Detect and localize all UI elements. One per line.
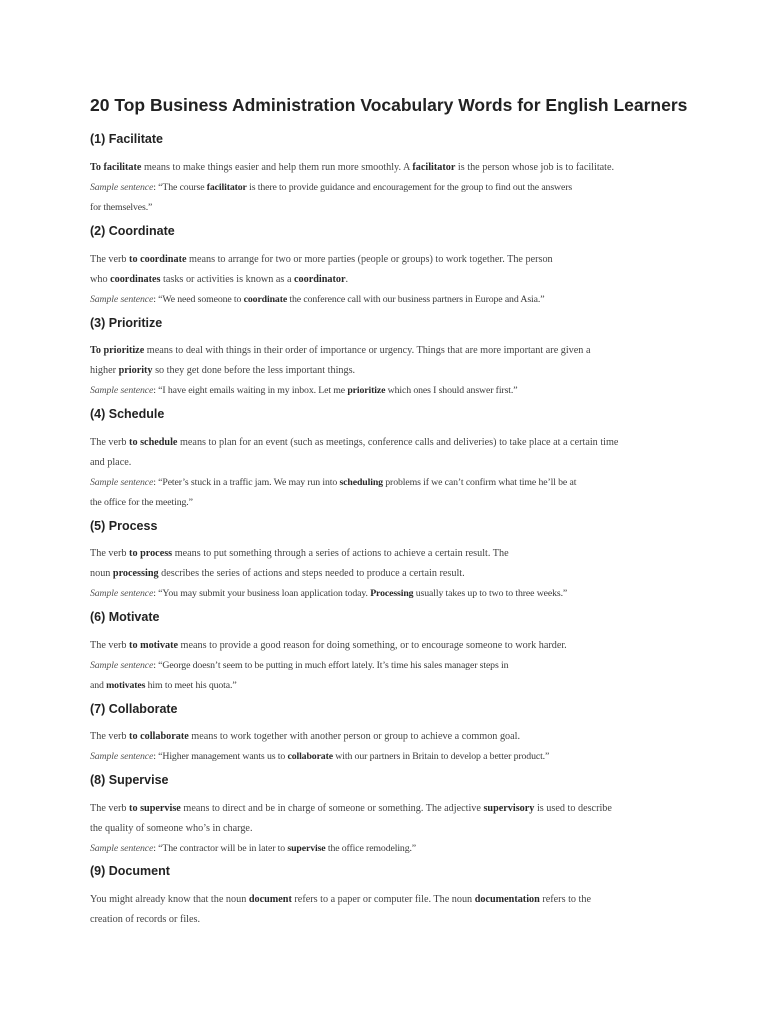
sample-sentence-motivate-cont: and motivates him to meet his quota.” (90, 680, 237, 691)
heading-document: (9) Document (90, 864, 170, 878)
heading-coordinate: (2) Coordinate (90, 224, 175, 238)
sample-sentence-coordinate: Sample sentence: “We need someone to coordinate the conference call with our business partners in Europe and Asia.” (90, 294, 545, 305)
heading-process: (5) Process (90, 519, 158, 533)
heading-collaborate: (7) Collaborate (90, 702, 178, 716)
definition-schedule-cont: and place. (90, 457, 132, 468)
definition-facilitate: To facilitate means to make things easier and help them run more smoothly. A facilitator is the person whose job is to facilitate. (90, 162, 615, 173)
definition-document: You might already know that the noun document refers to a paper or computer file. The noun documentation refers to the (90, 894, 591, 905)
definition-motivate: The verb to motivate means to provide a good reason for doing something, or to encourage someone to work harder. (90, 640, 567, 651)
sample-sentence-facilitate-cont: for themselves.” (90, 202, 153, 213)
sample-sentence-motivate: Sample sentence: “George doesn’t seem to be putting in much effort lately. It’s time his sales manager steps in (90, 660, 509, 671)
definition-schedule: The verb to schedule means to plan for an event (such as meetings, conference calls and deliveries) to take place at a certain time (90, 437, 619, 448)
definition-collaborate: The verb to collaborate means to work together with another person or group to achieve a common goal. (90, 731, 521, 742)
heading-motivate: (6) Motivate (90, 610, 160, 624)
definition-prioritize: To prioritize means to deal with things in their order of importance or urgency. Things that are more important are given a (90, 345, 591, 356)
heading-facilitate: (1) Facilitate (90, 132, 163, 146)
sample-sentence-prioritize: Sample sentence: “I have eight emails waiting in my inbox. Let me prioritize which ones I should answer first.” (90, 385, 518, 396)
sample-sentence-supervise: Sample sentence: “The contractor will be in later to supervise the office remodeling.” (90, 843, 417, 854)
sample-sentence-process: Sample sentence: “You may submit your business loan application today. Processing usually takes up to two to three weeks.” (90, 588, 568, 599)
sample-sentence-schedule-cont: the office for the meeting.” (90, 497, 193, 508)
definition-coordinate: The verb to coordinate means to arrange for two or more parties (people or groups) to work together. The person (90, 254, 553, 265)
heading-schedule: (4) Schedule (90, 407, 165, 421)
definition-document-cont: creation of records or files. (90, 914, 201, 925)
definition-process: The verb to process means to put something through a series of actions to achieve a certain result. The (90, 548, 509, 559)
heading-prioritize: (3) Prioritize (90, 316, 163, 330)
sample-sentence-schedule: Sample sentence: “Peter’s stuck in a traffic jam. We may run into scheduling problems if we can’t confirm what time he’ll be at (90, 477, 577, 488)
definition-coordinate-cont: who coordinates tasks or activities is known as a coordinator. (90, 274, 349, 285)
heading-supervise: (8) Supervise (90, 773, 169, 787)
sample-sentence-facilitate: Sample sentence: “The course facilitator is there to provide guidance and encouragement for the group to find out the answers (90, 182, 573, 193)
definition-prioritize-cont: higher priority so they get done before the less important things. (90, 365, 356, 376)
definition-supervise-cont: the quality of someone who’s in charge. (90, 823, 253, 834)
definition-supervise: The verb to supervise means to direct and be in charge of someone or something. The adjective supervisory is used to describe (90, 803, 612, 814)
definition-process-cont: noun processing describes the series of actions and steps needed to produce a certain result. (90, 568, 465, 579)
page-title: 20 Top Business Administration Vocabulary Words for English Learners (90, 95, 688, 115)
sample-sentence-collaborate: Sample sentence: “Higher management wants us to collaborate with our partners in Britain to develop a better product.” (90, 751, 550, 762)
